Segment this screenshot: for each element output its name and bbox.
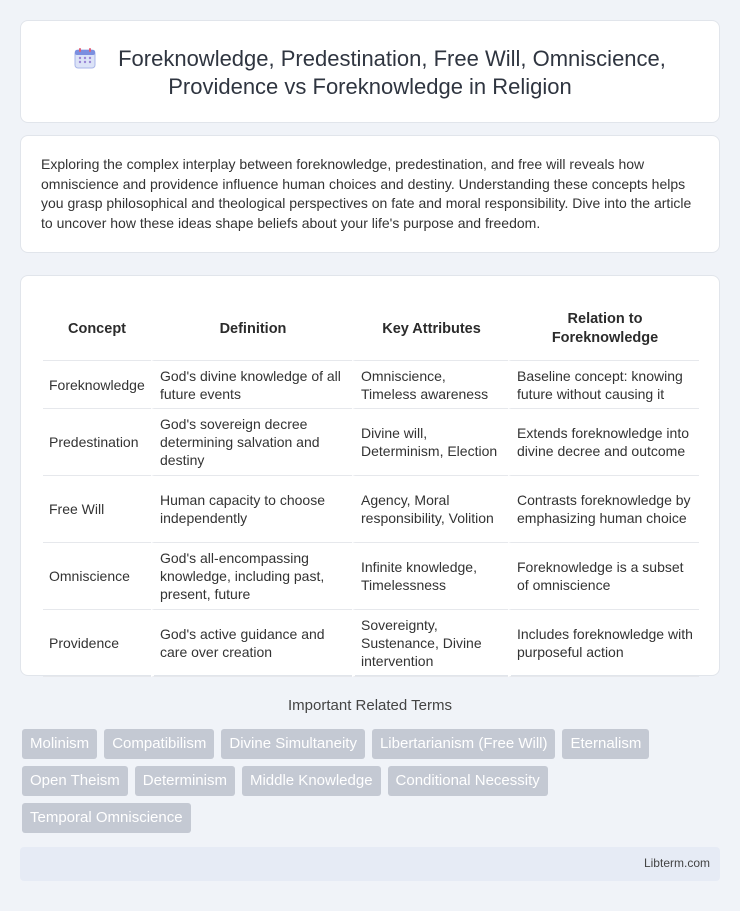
intro-paragraph: Exploring the complex interplay between foreknowledge, predestination, and free will reveals how omniscience and providence influence human choices and destiny. Understanding these concepts helps you grasp philosophical and theological perspectives on fate and moral responsibility. Dive into the article to uncover how these ideas shape beliefs about your life's purpose and freedom. <box>41 156 692 231</box>
cell-definition: God's all-encompassing knowledge, including past, present, future <box>151 543 352 610</box>
cell-definition: Human capacity to choose independently <box>151 476 352 543</box>
cell-concept: Omniscience <box>43 543 151 610</box>
table-row <box>43 409 699 476</box>
cell-attributes: Omniscience, Timeless awareness <box>352 361 508 409</box>
table-row <box>43 543 699 610</box>
cell-attributes: Sovereignty, Sustenance, Divine intervention <box>352 610 508 677</box>
intro-card <box>20 135 720 253</box>
cell-relation: Includes foreknowledge with purposeful action <box>508 610 699 677</box>
table-row <box>43 476 699 543</box>
cell-definition: God's divine knowledge of all future events <box>151 361 352 409</box>
cell-concept: Free Will <box>43 476 151 543</box>
table-row <box>43 361 699 409</box>
tag-molinism[interactable]: Molinism <box>22 729 97 759</box>
column-header-key-attributes: Key Attributes <box>352 298 508 361</box>
tag-conditional-necessity[interactable]: Conditional Necessity <box>388 766 548 796</box>
table-row <box>43 610 699 677</box>
cell-definition: God's active guidance and care over creation <box>151 610 352 677</box>
column-header-relation: Relation to Foreknowledge <box>508 298 699 361</box>
cell-relation: Baseline concept: knowing future without causing it <box>508 361 699 409</box>
column-header-concept: Concept <box>43 298 151 361</box>
footer-site-link[interactable]: Libterm.com <box>643 856 710 870</box>
footer <box>20 847 720 881</box>
tag-libertarianism[interactable]: Libertarianism (Free Will) <box>372 729 556 759</box>
title-text: Foreknowledge, Predestination, Free Will, Omniscience, Providence vs Foreknowledge in Religion <box>118 46 666 99</box>
cell-relation: Extends foreknowledge into divine decree and outcome <box>508 409 699 476</box>
tag-compatibilism[interactable]: Compatibilism <box>104 729 214 759</box>
tag-temporal-omniscience[interactable]: Temporal Omniscience <box>22 803 191 833</box>
table-header-row <box>43 298 699 361</box>
column-header-definition: Definition <box>151 298 352 361</box>
tag-determinism[interactable]: Determinism <box>135 766 235 796</box>
cell-concept: Foreknowledge <box>43 361 151 409</box>
related-terms-list <box>22 729 712 833</box>
comparison-table <box>43 298 699 677</box>
cell-concept: Predestination <box>43 409 151 476</box>
cell-attributes: Divine will, Determinism, Election <box>352 409 508 476</box>
comparison-table-card <box>20 275 720 676</box>
tag-eternalism[interactable]: Eternalism <box>562 729 649 759</box>
cell-concept: Providence <box>43 610 151 677</box>
header-card <box>20 20 720 123</box>
tag-middle-knowledge[interactable]: Middle Knowledge <box>242 766 381 796</box>
cell-attributes: Agency, Moral responsibility, Volition <box>352 476 508 543</box>
cell-relation: Contrasts foreknowledge by emphasizing human choice <box>508 476 699 543</box>
page-title <box>21 45 719 101</box>
cell-relation: Foreknowledge is a subset of omniscience <box>508 543 699 610</box>
related-terms-title: Important Related Terms <box>288 697 452 714</box>
calendar-icon <box>74 47 96 69</box>
tag-divine-simultaneity[interactable]: Divine Simultaneity <box>221 729 365 759</box>
cell-definition: God's sovereign decree determining salvation and destiny <box>151 409 352 476</box>
tag-open-theism[interactable]: Open Theism <box>22 766 128 796</box>
cell-attributes: Infinite knowledge, Timelessness <box>352 543 508 610</box>
